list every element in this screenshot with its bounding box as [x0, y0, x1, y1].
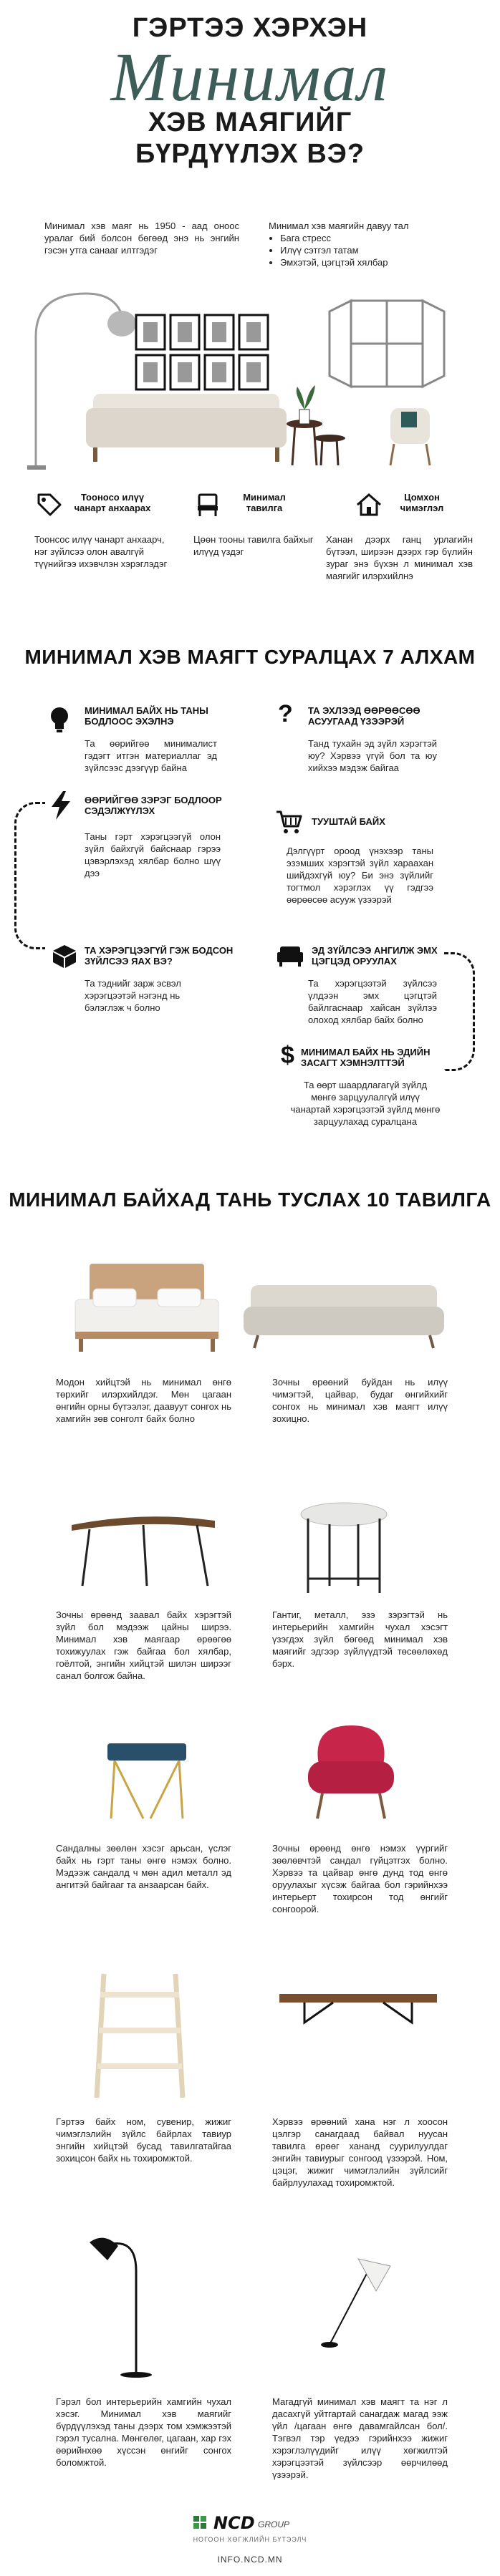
step-title: ТА ХЭРЭГЦЭЭГҮЙ ГЭЖ БОДСОН ЗҮЙЛСЭЭ ЯАХ ВЭ? [85, 945, 234, 967]
step-text: Та тэднийг зарж эсвэл хэрэгцээтэй нэгэнд нь бэлэглэж ч болно [85, 978, 181, 1013]
furniture-text: Модон хийцтэй нь минимал өнгө төрхийг илэрхийлдэг. Мөн цагаан өнгийн орны бүтээлэг, даавуут сонгох нь хамгийн зөв сонголт байх болно [56, 1377, 231, 1424]
step-text: Та хэрэгцээтэй зүйлсээ үлдээн эмх цэгцтэй байлгаснаар хайсан зүйлээ олоход хялбар байх болно [308, 978, 437, 1025]
stool-icon [100, 1736, 193, 1822]
question-icon: ? [278, 700, 293, 727]
tip-text: Ханан дээрх ганц урлагийн бүтээл, ширээн дээрх гэр бүлийн зураг энэ бүхэн л минимал хэв маягийг илэрхийлнэ [326, 534, 473, 581]
logo-ncd: NCD [213, 2513, 255, 2533]
living-room-illustration [14, 272, 487, 473]
step-text: Та өөрийгөө минималист гэдэгт итгэн материаллаг эд зүйлсээс дээгүүр байна [85, 738, 217, 773]
wall-lamp-icon [315, 2248, 401, 2348]
steps-heading: МИНИМАЛ ХЭВ МАЯГТ СУРАЛЦАХ 7 АЛХАМ [24, 646, 476, 668]
floor-lamp-icon [68, 2228, 183, 2378]
cart-icon [275, 809, 304, 835]
title-line-3: БҮРДҮҮЛЭХ ВЭ? [135, 139, 365, 169]
title-line-2: ХЭВ МАЯГИЙГ [148, 107, 352, 137]
step-title: ӨӨРИЙГӨӨ ЗЭРЭГ БОДЛООР СЭДЭЛЖҮҮЛЭХ [85, 795, 222, 816]
title-line-1: ГЭРТЭЭ ХЭРХЭН [132, 13, 368, 43]
chair-icon [193, 490, 222, 519]
bolt-icon [50, 791, 72, 820]
dashed-connector [14, 802, 45, 949]
furniture-text: Зочны өрөөнд өнгө нэмэх үүргийг зөөлөвчтэй сандал гүйцэтгэх болно. Хэрвээ та цайвар өнгө дунд тод өнгө оруулахыг хүсэж байгаа бол гэрийнхээ интерьерт тохирсон тод өнгийг сонгоорой. [272, 1843, 448, 1914]
tag-icon [34, 490, 63, 519]
box-icon [50, 944, 79, 969]
step-title: МИНИМАЛ БАЙХ НЬ ТАНЫ БОДЛООС ЭХЭЛНЭ [85, 705, 208, 727]
table-icon [68, 1511, 218, 1589]
step-text: Та өөрт шаардлагагүй зүйлд мөнгө зарцуулалгүй илүү чанартай хэрэгцээтэй зүйлд мөнгө зарцуулахад суралцана [290, 1080, 441, 1127]
bed-icon [68, 1260, 226, 1353]
tip-title: Минимал тавилга [243, 492, 286, 513]
furniture-text: Сандалны зөөлөн хэсэг арьсан, үслэг байх нь гэрт таны өнгө нэмэх болно. Мэдээж сандалд ч мөн адил металл эд ангитэй байгааг та анзаарсан байх. [56, 1843, 231, 1890]
title-script: Минимал [110, 39, 390, 115]
benefit-item: • Илүү сэтгэл татам [280, 244, 455, 256]
intro-benefits [269, 220, 455, 268]
step-text: Дэлгүүрт ороод үнэхээр таны эзэмших хэрэгтэй зүйл хараахан шийдэхгүй юу? Би энэ зүйлийг тогтмол хэрэглэх үү гэдгээ өөрөөсөө асууж үзээрэй [287, 846, 433, 905]
step-text: Таны гэрт хэрэгцээгүй олон зүйл байхгүй байснаар гэрээ цэвэрлэхэд хялбар болно шүү дээ [85, 831, 221, 878]
furniture-text: Магадгүй минимал хэв маягт та нэг л дасахгүй уйтгартай санагдаж магад ээж үйл /цагаан өнгө давамгайлсан бол/. Тэгвэл тэр үедээ гэрийнхээ жижиг хэрэглэлүүдийг илүү хөгжилтэй хэрэгцээтэй зүйлсээр өөрчилөөд үзээрэй. [272, 2396, 448, 2480]
tip-text: Цөөн тооны тавилга байхыг илүүд үздэг [193, 534, 314, 557]
side-table-icon [294, 1500, 394, 1600]
benefits-title: Минимал хэв маягийн давуу тал [269, 221, 409, 231]
tip-text: Тоонсос илүү чанарт анхаарч, нэг зүйлсээ олон авалгүй түүнийгээ ихэвчлэн хэрэглэдэг [34, 534, 168, 569]
sofa-icon [244, 1278, 444, 1350]
step-text: Танд тухайн эд зүйл хэрэгтэй юу? Хэрвээ үгүй бол та юу хийхээ мэдэж байгаа [308, 738, 437, 773]
sofa-icon [276, 944, 304, 968]
furniture-text: Гэрэл бол интерьерийн хамгийн чухал хэсэг. Минимал хэв маягийг бүрдүүлэхэд таны дээрх том хэмжээтэй гэрэл тусална. Мөнгөлөг, цагаан, хар гэх өөрийнхөө хүссэн өнгийг сонгох боломжтой. [56, 2396, 231, 2468]
ncd-logo [192, 2513, 314, 2536]
step-title: ТА ЭХЛЭЭД ӨӨРӨӨСӨӨ АСУУГААД ҮЗЭЭРЭЙ [308, 705, 420, 727]
wall-shelf-icon [276, 1987, 441, 2044]
tip-title: Цомхон чимэглэл [400, 492, 444, 513]
benefit-item: • Бага стресс [280, 232, 455, 244]
furniture-text: Зочны өрөөнд заавал байх хэрэгтэй зүйл бол мэдээж цайны ширээ. Минимал хэв маягаар өрөөгөө тохижуулах гэж байгаа бол хялбар, гоёлтой, энгийн хийцтэй шилэн ширээг санал болгож байна. [56, 1609, 231, 1681]
furniture-text: Зочны өрөөний буйдан нь илүү чимэгтэй, цайвар, будаг өнгийхийг сонгох нь минимал хэв маягт илүү зохицно. [272, 1377, 448, 1424]
tip-title: Тооносо илүү чанарт анхаарах [74, 492, 151, 513]
step-title: ТУУШТАЙ БАЙХ [312, 816, 385, 827]
intro-history: Минимал хэв маяг нь 1950 - аад оноос уралаг бий болсон бөгөөд энэ нь энгийн гэсэн утга санааг илтгэдэг [44, 221, 239, 256]
lightbulb-icon [47, 705, 72, 734]
benefit-item: • Эмхэтэй, цэгцтэй хялбар [280, 256, 455, 268]
footer-website[interactable]: INFO.NCD.MN [217, 2555, 283, 2565]
step-title: МИНИМАЛ БАЙХ НЬ ЭДИЙН ЗАСАГТ ХЭМНЭЛТТЭЙ [301, 1047, 431, 1068]
logo-group: GROUP [258, 2519, 290, 2529]
leaf-icon [192, 2514, 211, 2533]
furniture-text: Гэртээ байх ном, сувенир, жижиг чимэглэлийн зүйлс байрлах тавиур энгийн хийцтэй бусад тавилгатайгаа зохицсон байх нь тохиромжтой. [56, 2116, 231, 2164]
step-title: ЭД ЗҮЙЛСЭЭ АНГИЛЖ ЭМХ ЦЭГЦЭД ОРУУЛАХ [312, 945, 438, 967]
shelf-icon [90, 1970, 190, 2099]
furniture-text: Гантиг, металл, эзэ зэрэгтэй нь интерьерийн хамгийн чухал хэсэгт үзэгдэх зүйл бөгөөд минимал хэв маягийг эдгээр зүйлүүдтэй төсөөлөхөд бэрх. [272, 1609, 448, 1669]
furniture-heading: МИНИМАЛ БАЙХАД ТАНЬ ТУСЛАХ 10 ТАВИЛГА [9, 1188, 491, 1211]
armchair-icon [304, 1722, 398, 1822]
home-icon [355, 490, 383, 519]
dollar-icon: $ [281, 1042, 294, 1069]
furniture-text: Хэрвээ өрөөний хана нэг л хоосон цэлгэр санагдаад байвал нуусан тавилга өрөөг хананд суурилуулдаг энгийн тавиурыг сонгоод үзээрэй. Ном, цэцэг, жижиг чимэглэлийн зүйлсийг байрлуулахад тохиромжтой. [272, 2116, 448, 2188]
footer-tagline: НОГООН ХӨГЖЛИЙН БҮТЭЭЛЧ [193, 2536, 307, 2543]
